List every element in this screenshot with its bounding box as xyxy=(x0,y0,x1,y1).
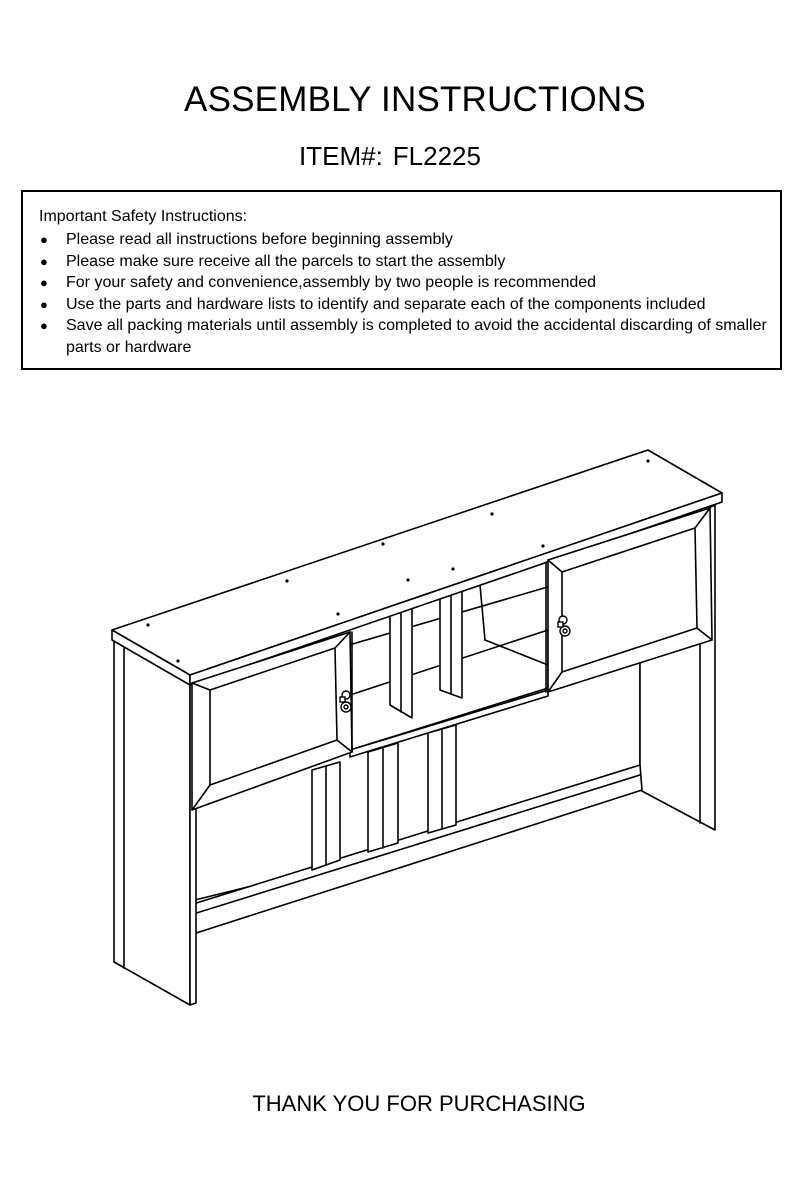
safety-list xyxy=(39,229,779,358)
document-title: ASSEMBLY INSTRUCTIONS xyxy=(184,80,646,119)
safety-item: ● Please read all instructions before beginning assembly xyxy=(39,229,779,251)
safety-item: ● Please make sure receive all the parcels to start the assembly xyxy=(39,251,779,273)
bullet-icon: ● xyxy=(40,296,48,312)
item-number: FL2225 xyxy=(392,141,481,171)
safety-item: ● For your safety and convenience,assembly by two people is recommended xyxy=(39,272,779,294)
left-side-panel xyxy=(114,640,190,1005)
bullet-icon: ● xyxy=(40,232,48,247)
item-label: ITEM#: xyxy=(299,141,383,171)
safety-heading: Important Safety Instructions: xyxy=(39,208,248,225)
hutch-illustration xyxy=(0,440,808,1020)
safety-item: ● Use the parts and hardware lists to identify and separate each of the components included xyxy=(39,294,779,316)
safety-instructions-box xyxy=(21,190,782,370)
safety-item: ● Save all packing materials until assembly is completed to avoid the accidental discarding of smaller parts or hardware xyxy=(40,317,767,356)
thank-you-footer: THANK YOU FOR PURCHASING xyxy=(252,1091,586,1116)
item-number-line xyxy=(0,140,780,172)
bullet-icon: ● xyxy=(40,275,48,290)
bullet-icon: ● xyxy=(40,253,48,269)
bullet-icon: ● xyxy=(40,318,48,333)
